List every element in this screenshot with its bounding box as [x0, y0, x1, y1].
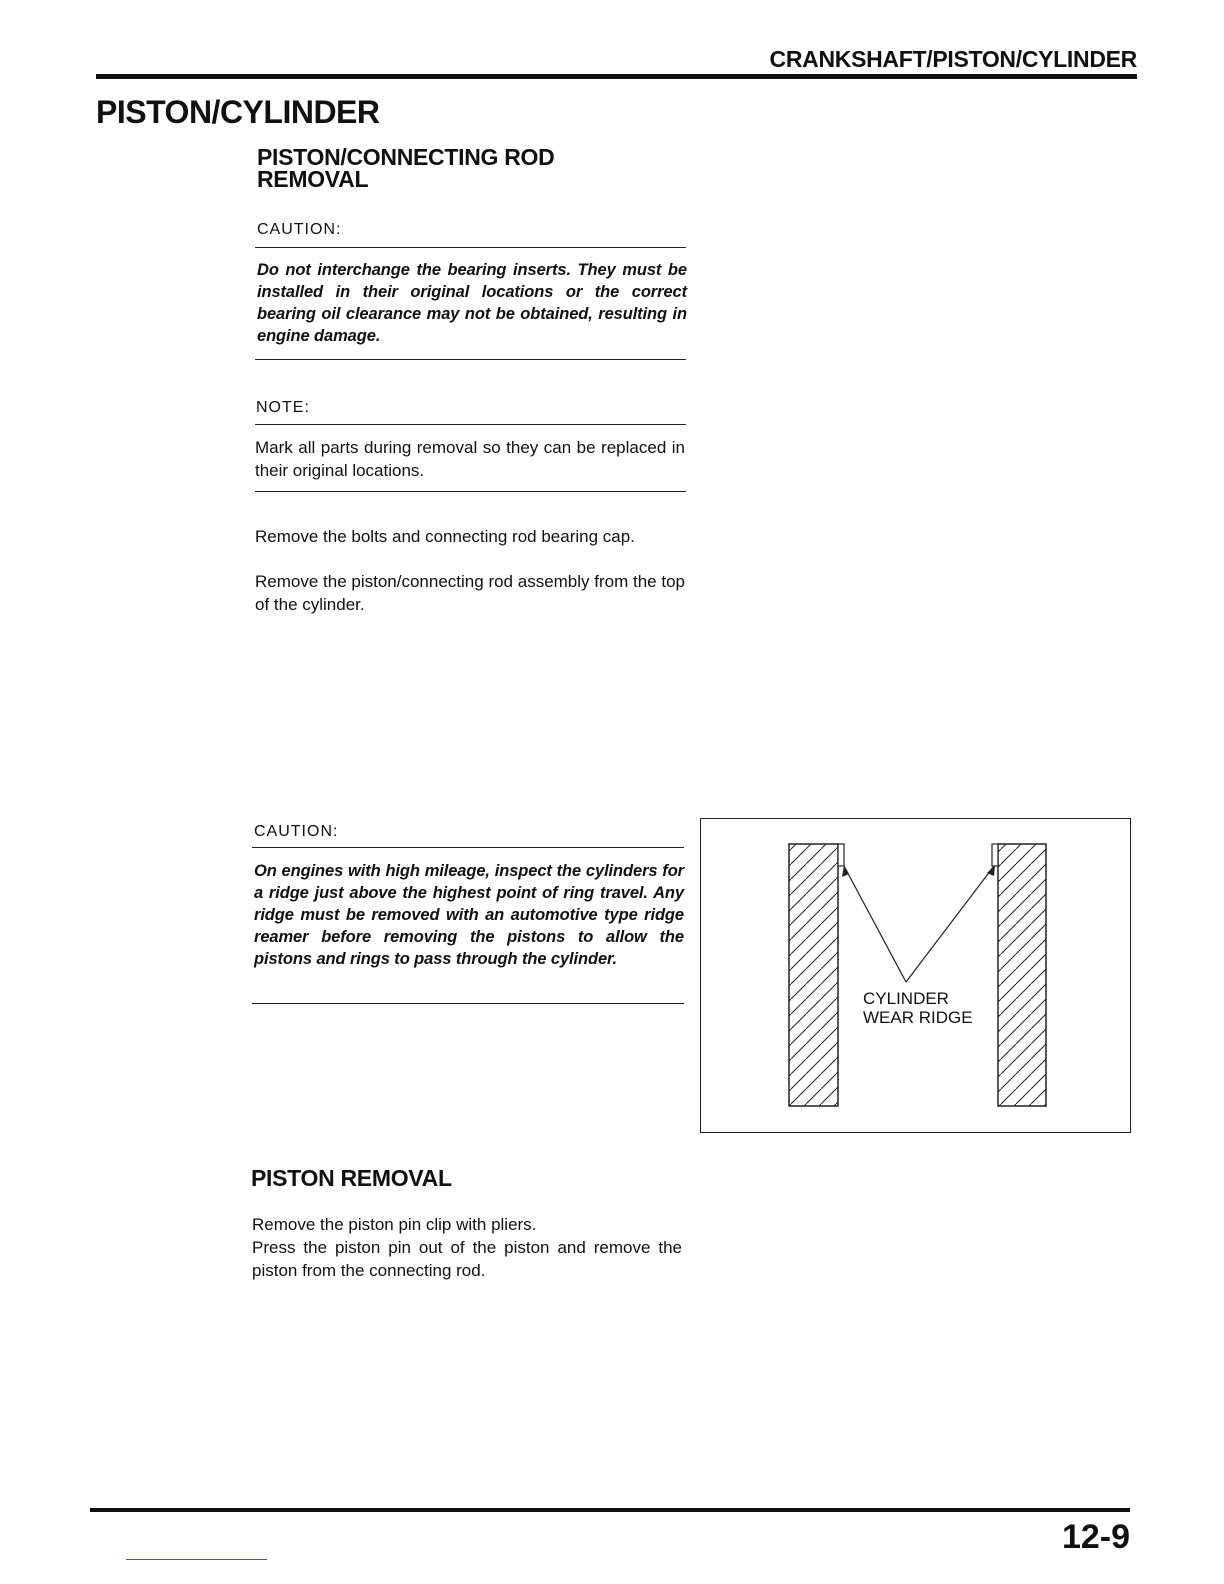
right-cylinder-wall — [998, 844, 1046, 1106]
step-press-piston-pin: Press the piston pin out of the piston and remove the piston from the connecting rod. — [252, 1238, 682, 1280]
left-cylinder-wall — [789, 844, 838, 1106]
footer-link-underline — [126, 1559, 267, 1560]
cylinder-wear-ridge-figure — [700, 818, 1131, 1133]
caution2-top-rule — [252, 847, 684, 848]
caution-bottom-rule — [255, 359, 686, 360]
leader-line-right — [906, 866, 994, 982]
page-number: 12-9 — [1061, 1518, 1130, 1556]
note-label: NOTE: — [256, 399, 310, 416]
footer-rule — [90, 1508, 1130, 1512]
subsection-title-removal — [257, 146, 677, 190]
leader-line-left — [844, 866, 906, 982]
note-text: Mark all parts during removal so they can be replaced in their original locations. — [255, 438, 685, 480]
header-rule — [96, 74, 1137, 79]
step-remove-pin-clip: Remove the piston pin clip with pliers. — [252, 1215, 537, 1234]
note-top-rule — [255, 424, 686, 425]
step-remove-assembly: Remove the piston/connecting rod assembly from the top of the cylinder. — [255, 572, 685, 614]
caution2-bottom-rule — [252, 1003, 684, 1004]
cylinder-diagram — [701, 819, 1132, 1134]
figure-label — [863, 989, 973, 1027]
figure-label-line1: CYLINDER — [863, 989, 949, 1008]
running-head: CRANKSHAFT/PISTON/CYLINDER — [769, 46, 1137, 72]
caution-label: CAUTION: — [257, 221, 342, 238]
subsection-title-line1: PISTON/CONNECTING ROD — [257, 144, 555, 170]
step-remove-bolts: Remove the bolts and connecting rod bearing cap. — [255, 527, 635, 546]
caution-label-2: CAUTION: — [254, 823, 339, 840]
subsection-title-line2: REMOVAL — [257, 166, 369, 192]
caution-text-2: On engines with high mileage, inspect the cylinders for a ridge just above the highest point of ring travel. Any ridge must be removed with an automotive type ridge reamer before removing the pistons to allow the pistons and rings to pass through the cylinder. — [254, 862, 684, 968]
note-bottom-rule — [255, 491, 686, 492]
caution-text: Do not interchange the bearing inserts. They must be installed in their original locations or the correct bearing oil clearance may not be obtained, resulting in engine damage. — [257, 261, 687, 345]
caution-top-rule — [255, 247, 686, 248]
section-title: PISTON/CYLINDER — [96, 94, 380, 130]
right-wear-ridge — [992, 844, 998, 866]
subsection-title-piston-removal: PISTON REMOVAL — [251, 1165, 452, 1191]
arrow-head-left — [842, 865, 849, 877]
figure-label-line2: WEAR RIDGE — [863, 1008, 973, 1027]
left-wear-ridge — [838, 844, 844, 866]
